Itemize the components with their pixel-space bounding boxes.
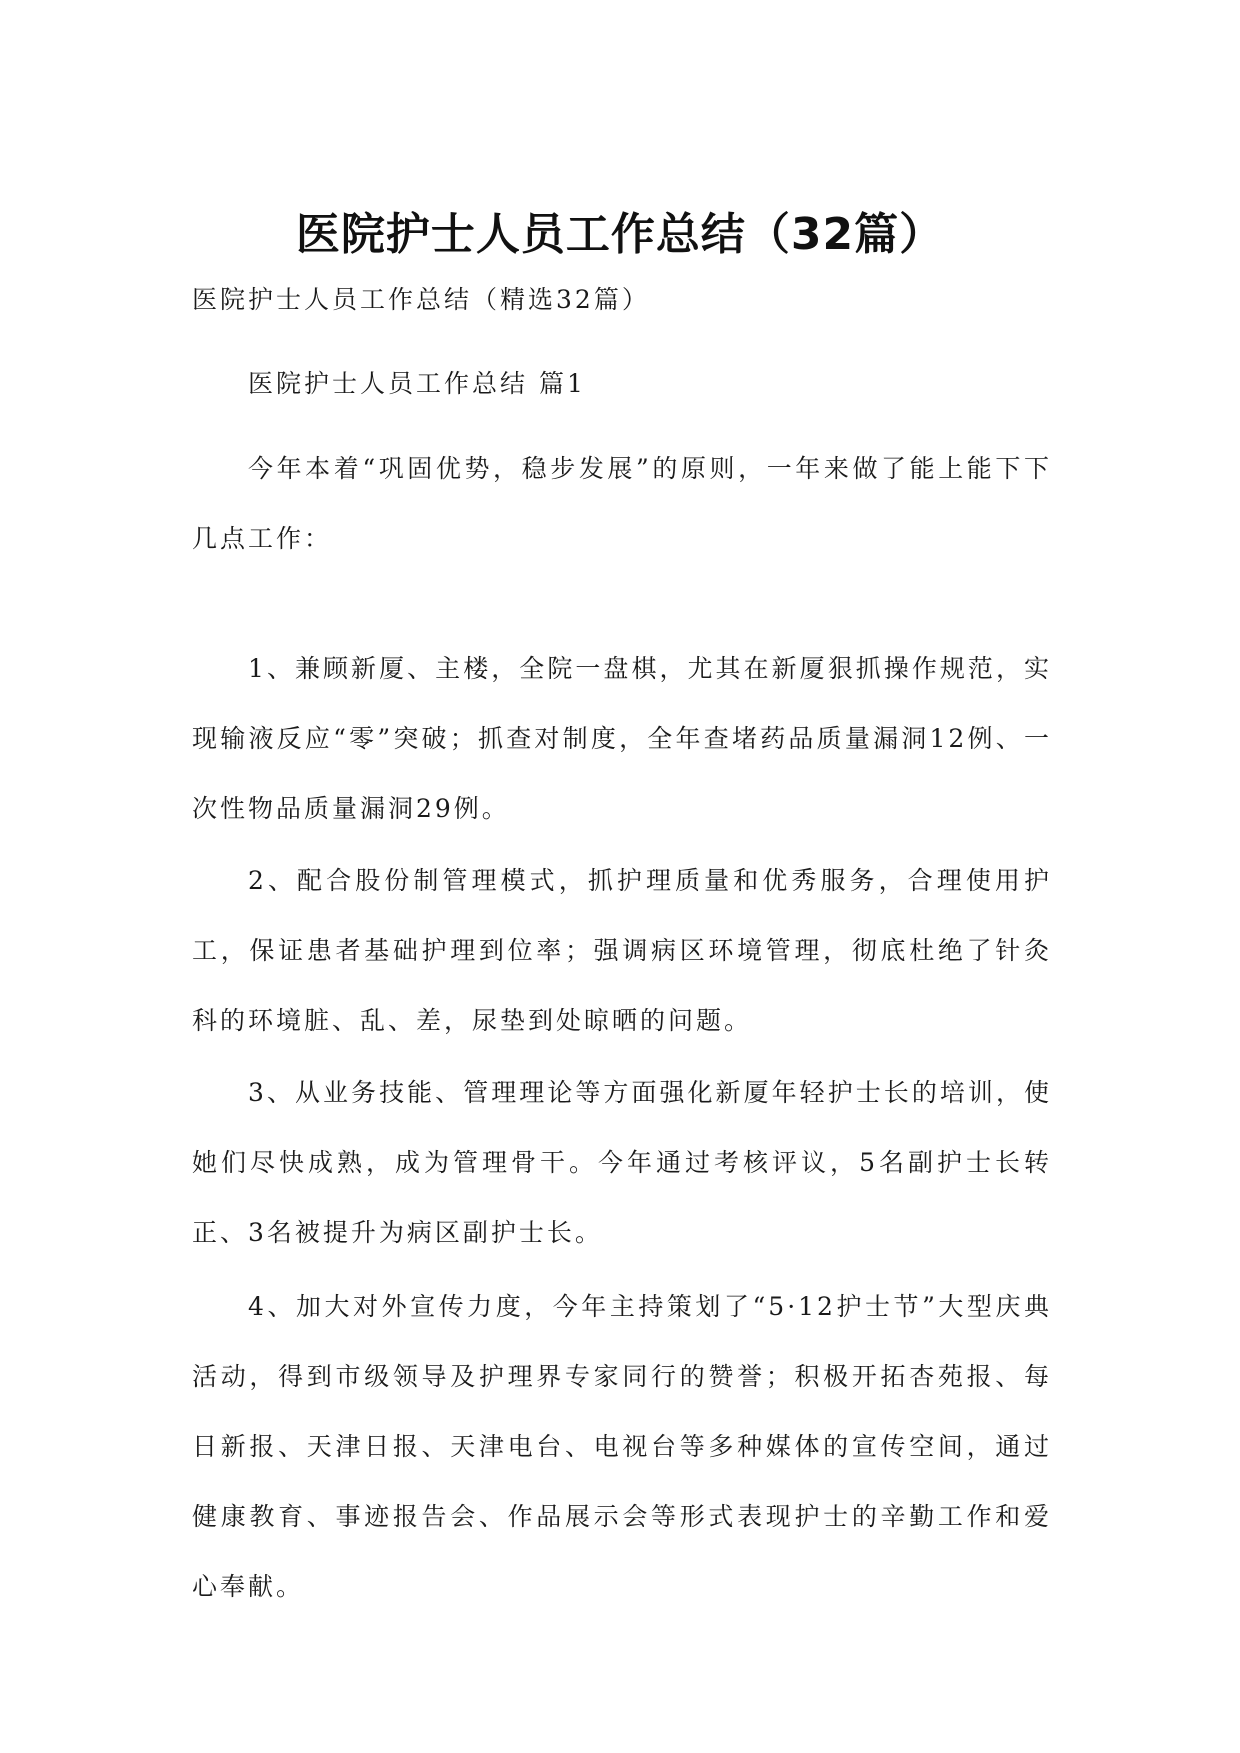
document-title: 医院护士人员工作总结（32篇） <box>295 209 945 260</box>
paragraph-intro: 今年本着“巩固优势，稳步发展”的原则，一年来做了能上能下下几点工作： <box>192 454 1052 553</box>
section-heading: 医院护士人员工作总结 篇1 <box>248 369 586 398</box>
paragraph-item-3: 3、从业务技能、管理理论等方面强化新厦年轻护士长的培训，使她们尽快成熟，成为管理骨干。今年通过考核评议，5名副护士长转正、3名被提升为病区副护士长。 <box>192 1078 1052 1247</box>
paragraph-item-4: 4、加大对外宣传力度，今年主持策划了“5·12护士节”大型庆典活动，得到市级领导及护理界专家同行的赞誉；积极开拓杏苑报、每日新报、天津日报、天津电台、电视台等多种媒体的宣传空间，通过健康教育、事迹报告会、作品展示会等形式表现护士的辛勤工作和爱心奉献。 <box>192 1292 1052 1601</box>
document-subtitle: 医院护士人员工作总结（精选32篇） <box>192 285 650 314</box>
paragraph-item-2: 2、配合股份制管理模式，抓护理质量和优秀服务，合理使用护工，保证患者基础护理到位率；强调病区环境管理，彻底杜绝了针灸科的环境脏、乱、差，尿垫到处晾晒的问题。 <box>192 866 1052 1035</box>
paragraph-item-1: 1、兼顾新厦、主楼，全院一盘棋，尤其在新厦狠抓操作规范，实现输液反应“零”突破；抓查对制度，全年查堵药品质量漏洞12例、一次性物品质量漏洞29例。 <box>192 654 1052 823</box>
